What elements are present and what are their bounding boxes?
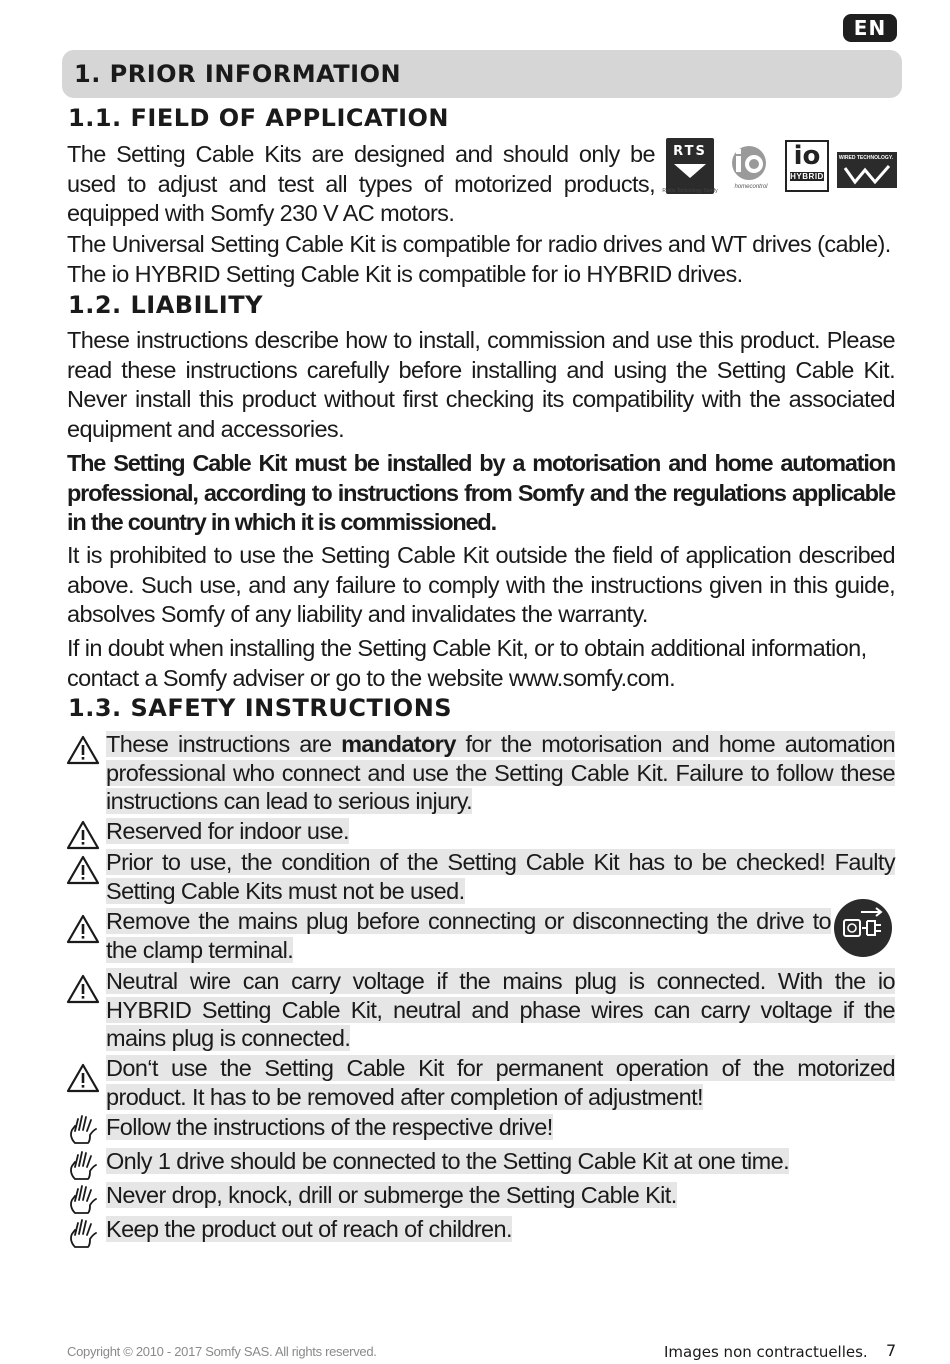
section-header-bar (62, 50, 902, 98)
safety-item-text: Keep the product out of reach of children. (106, 1216, 512, 1242)
warning-triangle-icon (66, 1062, 100, 1094)
wired-wave-icon (837, 162, 897, 186)
safety-item-text: Only 1 drive should be connected to the Setting Cable Kit at one time. (106, 1148, 790, 1174)
mandatory-emphasis: mandatory (341, 731, 456, 757)
safety-item-text: Remove the mains plug before connecting or disconnecting the drive to the clamp terminal. (106, 908, 831, 963)
warning-triangle-icon (66, 734, 100, 766)
safety-item-text: Reserved for indoor use. (106, 818, 349, 844)
heading-safety-instructions: 1.3. SAFETY INSTRUCTIONS (68, 694, 453, 722)
heading-field-of-application: 1.1. FIELD OF APPLICATION (68, 104, 450, 132)
liability-paragraph-1: These instructions describe how to install, commission and use this product. Please read these instructions carefully before installing and using the Setting Cable Kit. Never install this product without first checking its compatibility with the associated equipment and accessories. (67, 327, 895, 442)
safety-item-text: Follow the instructions of the respective drive! (106, 1114, 553, 1140)
technology-logos (664, 138, 899, 198)
rts-wave-icon (666, 160, 714, 180)
safety-item-text: Never drop, knock, drill or submerge the Setting Cable Kit. (106, 1182, 677, 1208)
safety-item-text: Don‘t use the Setting Cable Kit for permanent operation of the motorized product. It has to be removed after completion of adjustment! (106, 1055, 895, 1110)
wired-technology-logo: WIRED TECHNOLOGY. (837, 152, 897, 188)
warning-triangle-icon (66, 973, 100, 1005)
field-paragraph-1: The Setting Cable Kits are designed and should only be used to adjust and test all types of motorized products, equipped with Somfy 230 V AC motors. (67, 141, 655, 226)
field-paragraph-2: The Universal Setting Cable Kit is compatible for radio drives and WT drives (cable). The io HYBRID Setting Cable Kit is compatible for io HYBRID drives. (67, 231, 891, 287)
footer-disclaimer: Images non contractuelles. (664, 1343, 868, 1361)
safety-item-text: Neutral wire can carry voltage if the mains plug is connected. With the io HYBRID Setting Cable Kit, neutral and phase wires can carry voltage if the mains plug is connected. (106, 968, 895, 1051)
liability-paragraph-3: It is prohibited to use the Setting Cable Kit outside the field of application described above. Such use, and any failure to comply with the instructions given in this guide, absolves Somfy of any liability and invalidates the warranty. (67, 542, 895, 627)
io-logo-subtitle: homecontrol (734, 184, 768, 190)
io-logo-icon (726, 144, 772, 182)
footer-copyright: Copyright © 2010 - 2017 Somfy SAS. All rights reserved. (67, 1344, 377, 1359)
warning-triangle-icon (66, 819, 100, 851)
section-title: 1. PRIOR INFORMATION (74, 60, 402, 88)
io-hybrid-logo: io HYBRID (785, 140, 829, 192)
hand-stop-icon (66, 1183, 100, 1215)
safety-item-text: Prior to use, the condition of the Setting Cable Kit has to be checked! Faulty Setting Cable Kits must not be used. (106, 849, 895, 904)
io-homecontrol-logo (726, 144, 772, 184)
hand-stop-icon (66, 1149, 100, 1181)
hand-stop-icon (66, 1113, 100, 1145)
liability-paragraph-bold: The Setting Cable Kit must be installed by a motorisation and home automation professional, according to instructions from Somfy and the regulations applicable in the country in which it is commissioned. (67, 450, 895, 535)
hand-stop-icon (66, 1217, 100, 1249)
rts-logo: RTS (666, 138, 714, 194)
page-number: 7 (886, 1341, 897, 1360)
warning-triangle-icon (66, 913, 100, 945)
unplug-mains-icon (833, 898, 893, 958)
safety-item-text: These instructions are mandatory for the motorisation and home automation professional who connect and use the Setting Cable Kit. Failure to follow these instructions can lead to serious injury. (106, 731, 896, 814)
heading-liability: 1.2. LIABILITY (68, 291, 263, 319)
liability-paragraph-4: If in doubt when installing the Setting Cable Kit, or to obtain additional information, contact a Somfy adviser or go to the website www.somfy.com. (67, 635, 867, 691)
language-badge: EN (843, 14, 897, 42)
rts-logo-subtitle: Radio Technology Somfy (662, 188, 718, 194)
warning-triangle-icon (66, 854, 100, 886)
